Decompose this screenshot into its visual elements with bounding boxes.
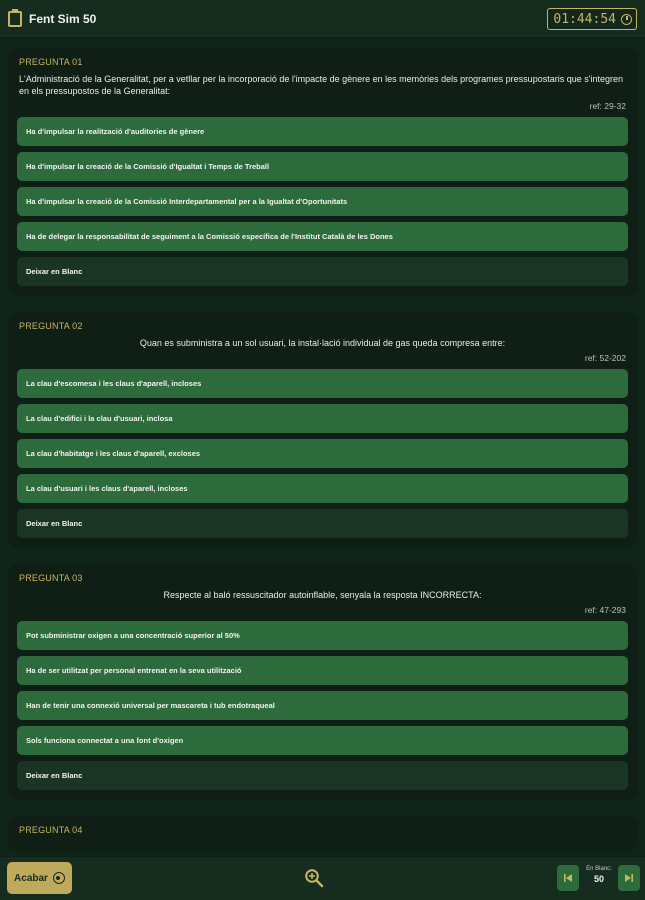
answer-option[interactable]: La clau d'edifici i la clau d'usuari, inclosa [17,404,628,433]
question-card [8,564,637,800]
finish-button[interactable] [7,862,72,894]
question-label: PREGUNTA 04 [19,825,83,835]
answer-option[interactable]: Sols funciona connectat a una font d'oxigen [17,726,628,755]
skip-previous-icon [563,873,573,883]
timer [547,8,637,30]
question-text: Respecte al baló ressuscitador autoinflable, senyala la resposta INCORRECTA: [163,590,482,600]
top-bar [0,0,645,38]
bottom-bar [0,856,645,900]
finish-label: Acabar [14,872,48,884]
stopwatch-icon [621,14,632,25]
app-logo-icon [8,11,22,27]
answer-option[interactable]: La clau d'usuari i les claus d'aparell, incloses [17,474,628,503]
question-text: L'Administració de la Generalitat, per a vetllar per la incorporació de l'impacte de gènere en les memòries dels programes pressupostaris que s'integren en els pressupostos de la Generalitat: [19,74,623,96]
question-ref: ref: 29-32 [589,101,626,111]
leave-blank-option[interactable]: Deixar en Blanc [17,761,628,790]
blank-counter [582,866,616,884]
zoom-in-icon[interactable] [304,868,324,888]
question-card [8,816,637,851]
previous-button[interactable] [557,865,579,891]
question-card [8,48,637,296]
question-ref: ref: 52-202 [584,353,626,363]
skip-next-icon [624,873,634,883]
answer-option[interactable]: La clau d'habitatge i les claus d'aparell, excloses [17,439,628,468]
answer-option[interactable]: La clau d'escomesa i les claus d'aparell, incloses [17,369,628,398]
question-card [8,312,637,548]
radio-dot-icon [53,872,65,884]
timer-value: 01:44:54 [553,11,616,27]
answer-option[interactable]: Pot subministrar oxigen a una concentració superior al 50% [17,621,628,650]
question-label: PREGUNTA 01 [19,57,83,67]
question-ref: ref: 47-293 [584,605,626,615]
answer-option[interactable]: Ha d'impulsar la realització d'auditories de gènere [17,117,628,146]
next-button[interactable] [618,865,640,891]
blank-counter-value: 50 [593,874,604,884]
question-text: Quan es subministra a un sol usuari, la instal·lació individual de gas queda compresa entre: [139,338,506,348]
leave-blank-option[interactable]: Deixar en Blanc [17,257,628,286]
answer-option[interactable]: Ha d'impulsar la creació de la Comissió d'Igualtat i Temps de Treball [17,152,628,181]
app-title: Fent Sim 50 [29,11,97,26]
leave-blank-option[interactable]: Deixar en Blanc [17,509,628,538]
answer-option[interactable]: Ha d'impulsar la creació de la Comissió Interdepartamental per a la Igualtat d'Oportunitats [17,187,628,216]
questions-list[interactable] [0,38,645,856]
answer-option[interactable]: Ha de ser utilitzat per personal entrenat en la seva utilització [17,656,628,685]
question-label: PREGUNTA 02 [19,321,83,331]
question-label: PREGUNTA 03 [19,573,83,583]
answer-option[interactable]: Han de tenir una connexió universal per mascareta i tub endotraqueal [17,691,628,720]
blank-counter-label: En Blanc: [586,866,612,872]
answer-option[interactable]: Ha de delegar la responsabilitat de seguiment a la Comissió específica de l'Institut Català de les Dones [17,222,628,251]
